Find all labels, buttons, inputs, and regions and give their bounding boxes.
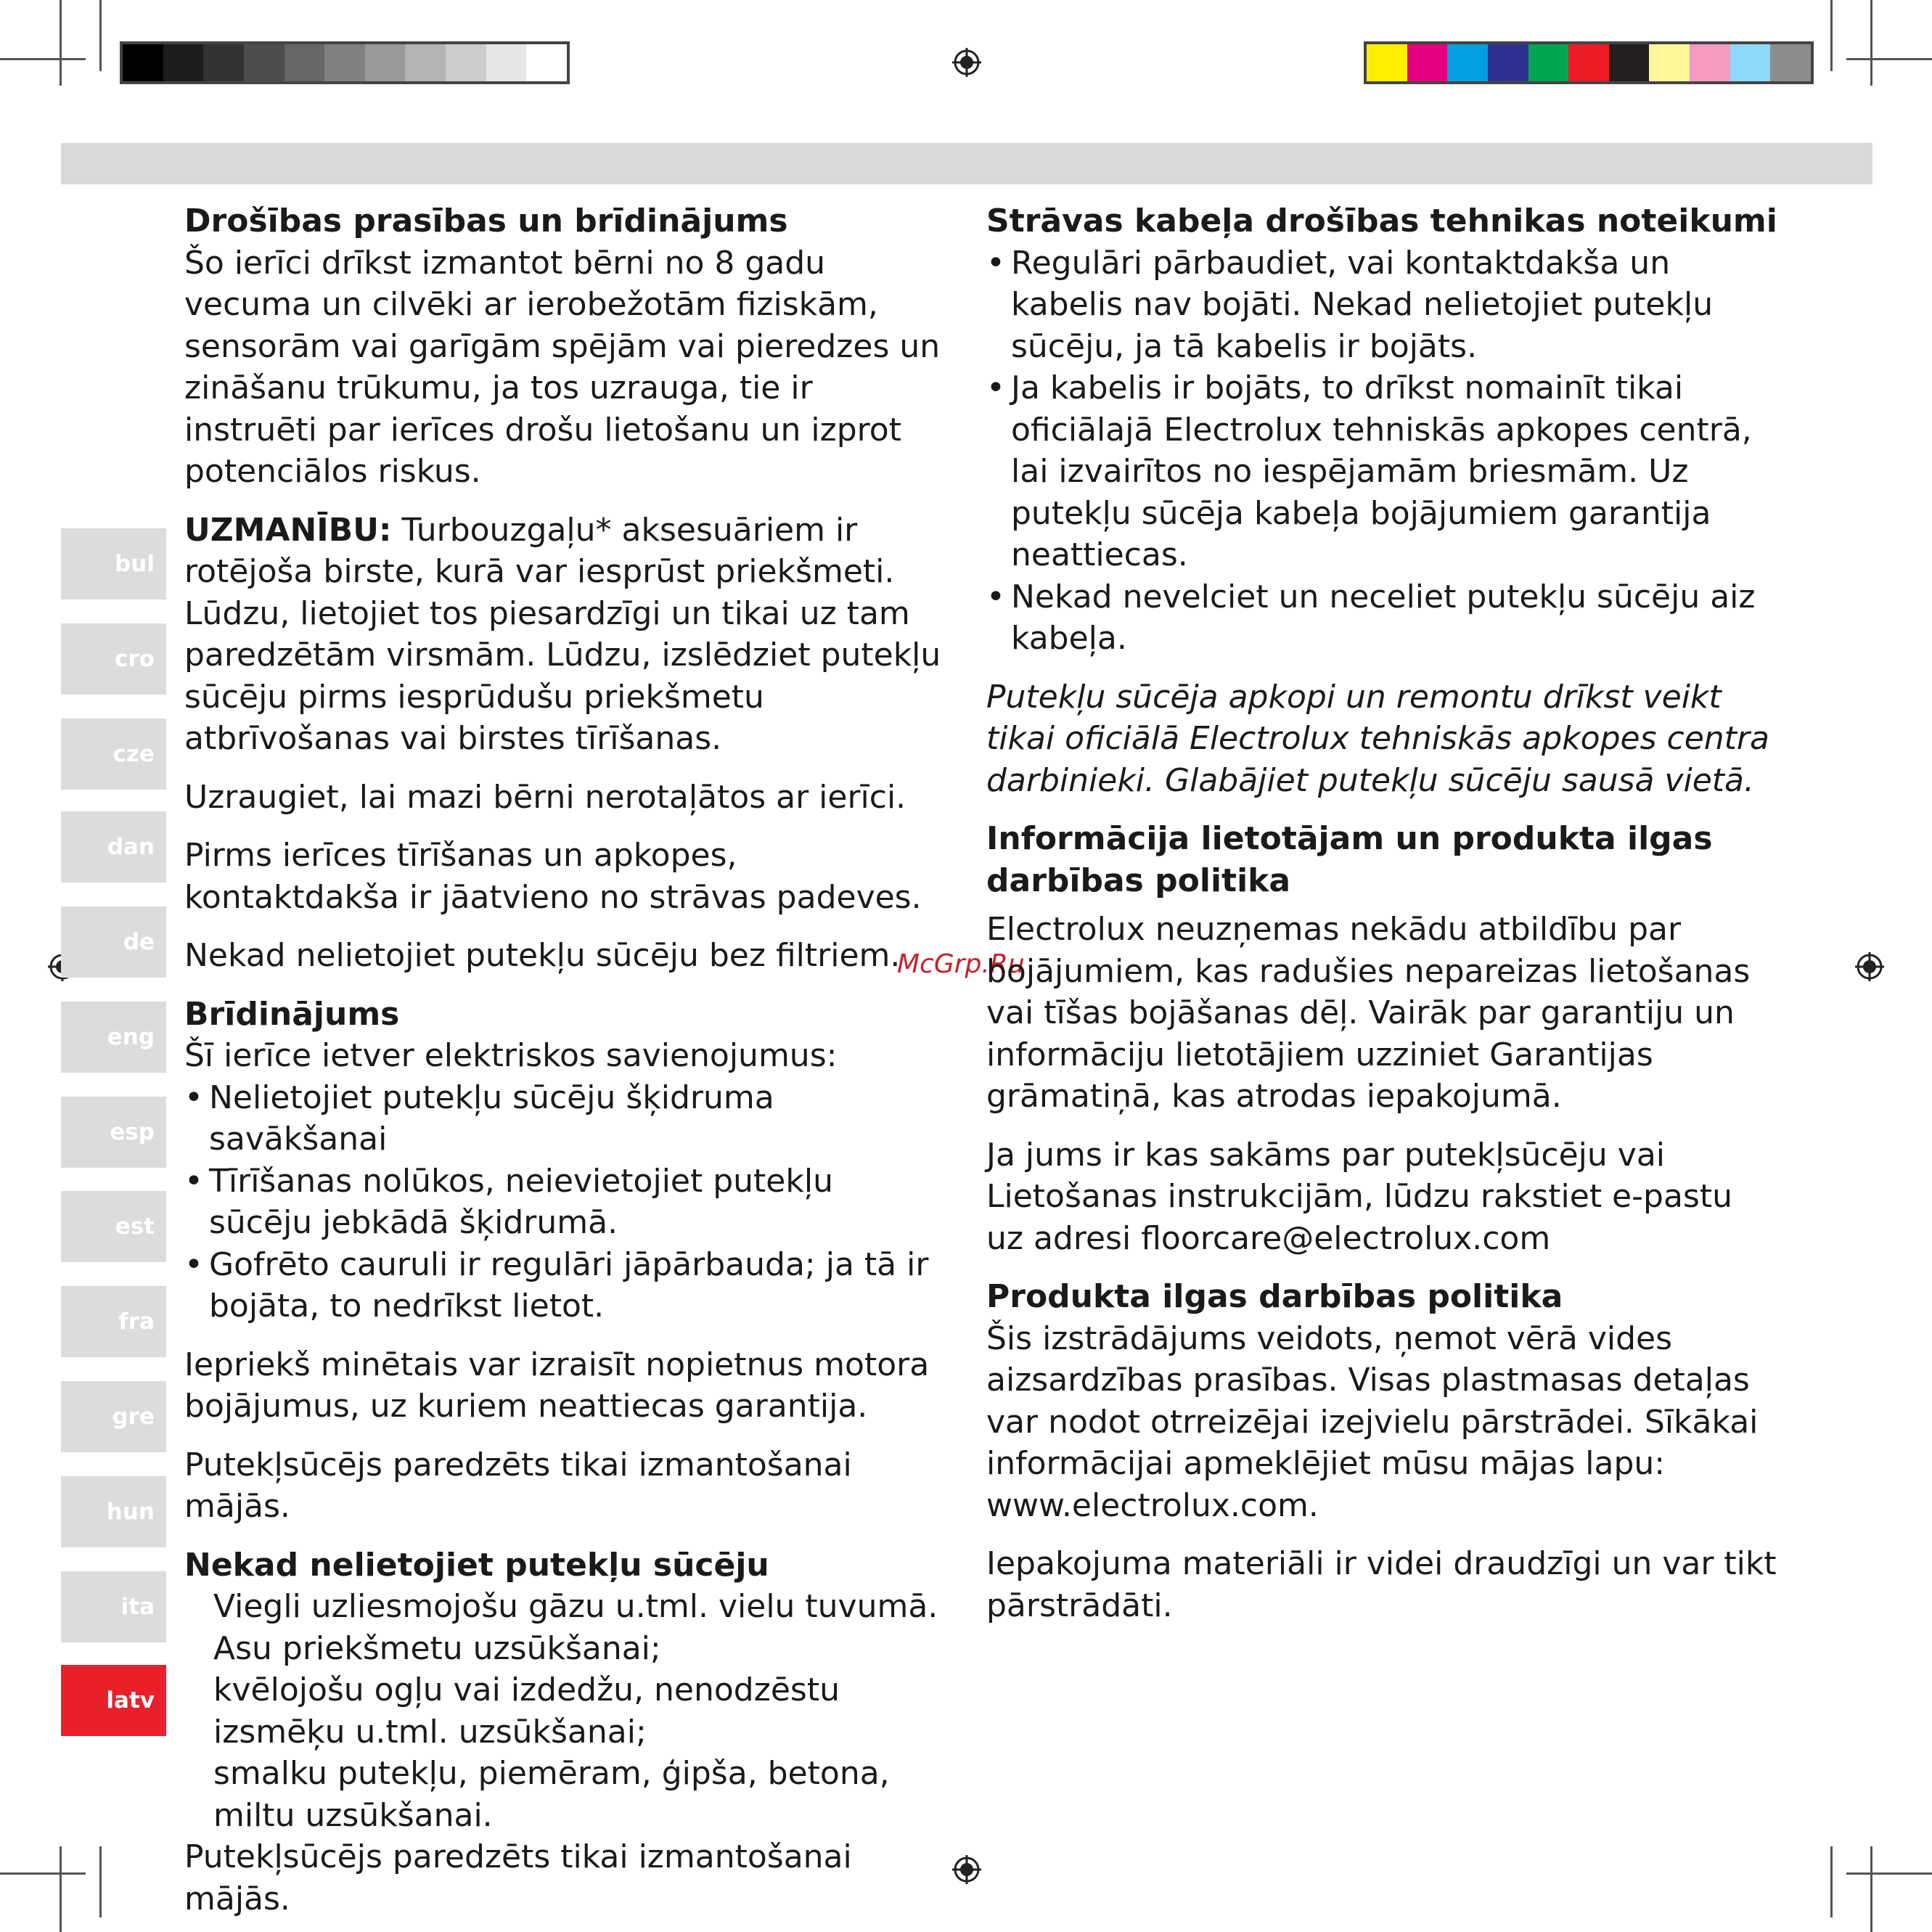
- greyscale-calibration-bar: [120, 41, 570, 84]
- crop-mark: [1870, 0, 1872, 86]
- color-calibration-bar: [1364, 41, 1814, 84]
- language-tab-hun[interactable]: [61, 1476, 166, 1547]
- crop-mark: [1830, 1846, 1833, 1917]
- section-title: Informācija lietotājam un produkta ilgas darbības politika: [986, 820, 1713, 899]
- color-swatch: [123, 44, 163, 81]
- color-swatch: [203, 44, 244, 81]
- paragraph: Putekļsūcējs paredzēts tikai izmantošanai mājās.: [184, 1446, 852, 1525]
- section-title: Strāvas kabeļa drošības tehnikas noteikumi: [986, 202, 1777, 240]
- crop-mark: [99, 0, 102, 71]
- paragraph: Uzraugiet, lai mazi bērni nerotaļātos ar ierīci.: [184, 778, 906, 816]
- color-swatch: [1730, 44, 1771, 81]
- crop-mark: [60, 0, 62, 86]
- crop-mark: [1846, 58, 1932, 60]
- tab-label: bul: [115, 551, 155, 577]
- list-item: • Nelietojiet putekļu sūcēju šķidruma savākšanai: [184, 1077, 946, 1161]
- color-swatch: [365, 44, 406, 81]
- language-tab-est[interactable]: [61, 1191, 166, 1262]
- color-swatch: [1407, 44, 1448, 81]
- section-title: Produkta ilgas darbības politika: [986, 1278, 1563, 1315]
- tab-label: esp: [110, 1119, 155, 1145]
- tab-label: fra: [118, 1309, 155, 1335]
- registration-mark-icon: [1855, 952, 1884, 981]
- section-title: Nekad nelietojiet putekļu sūcēju: [184, 1546, 769, 1584]
- language-tab-bul[interactable]: [61, 528, 166, 599]
- list-item: • Gofrēto cauruli ir regulāri jāpārbauda; ja tā ir bojāta, to nedrīkst lietot.: [184, 1244, 946, 1327]
- list-item: Viegli uzliesmojošu gāzu u.tml. vielu tuvumā.: [213, 1588, 938, 1625]
- color-swatch: [244, 44, 285, 81]
- header-band: [61, 143, 1872, 184]
- tab-label: eng: [107, 1024, 155, 1050]
- paragraph: Šis izstrādājums veidots, ņemot vērā vides aizsardzības prasības. Visas plastmasas detaļas var nodot otrreizējai izejvielu pārstrādei. Sīkākai informācijai apmeklējiet mūsu mājas lapu: www.electrolux.com.: [986, 1319, 1759, 1524]
- tab-label: dan: [107, 834, 155, 860]
- language-tab-fra[interactable]: [61, 1286, 166, 1357]
- color-swatch: [526, 44, 567, 81]
- tab-label: ita: [120, 1594, 155, 1620]
- language-tab-cze[interactable]: [61, 719, 166, 790]
- watermark: McGrp.Ru: [897, 949, 1025, 979]
- paragraph: Iepakojuma materiāli ir videi draudzīgi un var tikt pārstrādāti.: [986, 1545, 1777, 1624]
- color-swatch: [285, 44, 325, 81]
- tab-label: de: [123, 929, 155, 955]
- color-swatch: [1568, 44, 1609, 81]
- color-swatch: [405, 44, 446, 81]
- crop-mark: [0, 1872, 86, 1875]
- language-tab-dan[interactable]: [61, 811, 166, 883]
- list-item: • Nekad nevelciet un neceliet putekļu sūcēju aiz kabeļa.: [986, 576, 1777, 660]
- left-column: [184, 200, 946, 1920]
- list-item: smalku putekļu, piemēram, ģipša, betona, miltu uzsūkšanai.: [213, 1755, 890, 1834]
- list-item: Asu priekšmetu uzsūkšanai;: [213, 1629, 661, 1667]
- crop-mark: [99, 1846, 102, 1917]
- color-swatch: [1609, 44, 1650, 81]
- language-tab-de[interactable]: [61, 906, 166, 978]
- color-swatch: [486, 44, 527, 81]
- registration-mark-icon: [952, 48, 981, 77]
- right-column: [986, 200, 1777, 1626]
- color-swatch: [1488, 44, 1528, 81]
- color-swatch: [446, 44, 486, 81]
- color-swatch: [1447, 44, 1488, 81]
- language-tab-latv[interactable]: [61, 1665, 166, 1736]
- list-item: kvēlojošu ogļu vai izdedžu, nenodzēstu izsmēķu u.tml. uzsūkšanai;: [213, 1671, 840, 1751]
- color-swatch: [1690, 44, 1730, 81]
- color-swatch: [1770, 44, 1811, 81]
- crop-mark: [1846, 1872, 1932, 1875]
- paragraph: Putekļsūcējs paredzēts tikai izmantošanai mājās.: [184, 1838, 852, 1917]
- tab-label: cro: [115, 646, 155, 672]
- language-tab-ita[interactable]: [61, 1571, 166, 1642]
- list-item: • Ja kabelis ir bojāts, to drīkst nomainīt tikai oficiālajā Electrolux tehniskās apkopes centrā, lai izvairītos no iespējamām briesmām. Uz putekļu sūcēja kabeļa bojājumiem garantija neattiecas.: [986, 367, 1777, 576]
- paragraph: Pirms ierīces tīrīšanas un apkopes, kontaktdakša ir jāatvieno no strāvas padeves.: [184, 837, 922, 916]
- paragraph: Putekļu sūcēja apkopi un remontu drīkst veikt tikai oficiālā Electrolux tehniskās apkopes centra darbinieki. Glabājiet putekļu sūcēju sausā vietā.: [986, 678, 1769, 799]
- color-swatch: [1649, 44, 1690, 81]
- color-swatch: [324, 44, 365, 81]
- caution-text: Turbouzgaļu* aksesuāriem ir rotējoša birste, kurā var iesprūst priekšmeti. Lūdzu, lietojiet tos piesardzīgi un tikai uz tam paredzētām virsmām. Lūdzu, izslēdziet putekļu sūcēju pirms iesprūdušu priekšmetu atbrīvošanas vai birstes tīrīšanas.: [184, 511, 941, 757]
- color-swatch: [1367, 44, 1407, 81]
- section-title: Brīdinājums: [184, 995, 400, 1033]
- paragraph: Iepriekš minētais var izraisīt nopietnus motora bojājumus, uz kuriem neattiecas garantija.: [184, 1346, 930, 1425]
- tab-label: est: [115, 1213, 155, 1240]
- section-title: Drošības prasības un brīdinājums: [184, 202, 788, 240]
- tab-label: cze: [112, 741, 155, 767]
- paragraph: Ja jums ir kas sakāms par putekļsūcēju vai Lietošanas instrukcijām, lūdzu rakstiet e-pastu uz adresi floorcare@electrolux.com: [986, 1136, 1732, 1257]
- caution-label: UZMANĪBU:: [184, 511, 392, 549]
- paragraph: Nekad nelietojiet putekļu sūcēju bez filtriem.: [184, 937, 901, 974]
- paragraph: Šī ierīce ietver elektriskos savienojumus:: [184, 1037, 838, 1074]
- tab-label: gre: [112, 1404, 155, 1430]
- language-tab-esp[interactable]: [61, 1097, 166, 1168]
- paragraph: Electrolux neuzņemas nekādu atbildību par bojājumiem, kas radušies nepareizas lietošanas vai tīšas bojāšanas dēļ. Vairāk par garantiju un informāciju lietotājiem uzziniet Garantijas grāmatiņā, kas atrodas iepakojumā.: [986, 911, 1751, 1115]
- registration-mark-icon: [952, 1855, 981, 1884]
- paragraph: Šo ierīci drīkst izmantot bērni no 8 gadu vecuma un cilvēki ar ierobežotām fiziskām, sensorām vai garīgām spējām vai pieredzes un zināšanu trūkumu, ja tos uzrauga, tie ir instruēti par ierīces drošu lietošanu un izprot potenciālos riskus.: [184, 244, 941, 490]
- crop-mark: [60, 1846, 62, 1932]
- crop-mark: [0, 58, 86, 60]
- crop-mark: [1870, 1846, 1872, 1932]
- crop-mark: [1830, 0, 1833, 71]
- language-tab-eng[interactable]: [61, 1002, 166, 1073]
- language-tab-gre[interactable]: [61, 1381, 166, 1452]
- list-item: • Tīrīšanas nolūkos, neievietojiet putekļu sūcēju jebkādā šķidrumā.: [184, 1161, 946, 1244]
- tab-label: hun: [106, 1499, 155, 1525]
- tab-label: latv: [106, 1687, 155, 1714]
- caution-paragraph: [184, 509, 946, 760]
- color-swatch: [1528, 44, 1569, 81]
- language-tab-cro[interactable]: [61, 623, 166, 695]
- color-swatch: [163, 44, 204, 81]
- list-item: • Regulāri pārbaudiet, vai kontaktdakša un kabelis nav bojāti. Nekad nelietojiet putekļu sūcēju, ja tā kabelis ir bojāts.: [986, 242, 1777, 368]
